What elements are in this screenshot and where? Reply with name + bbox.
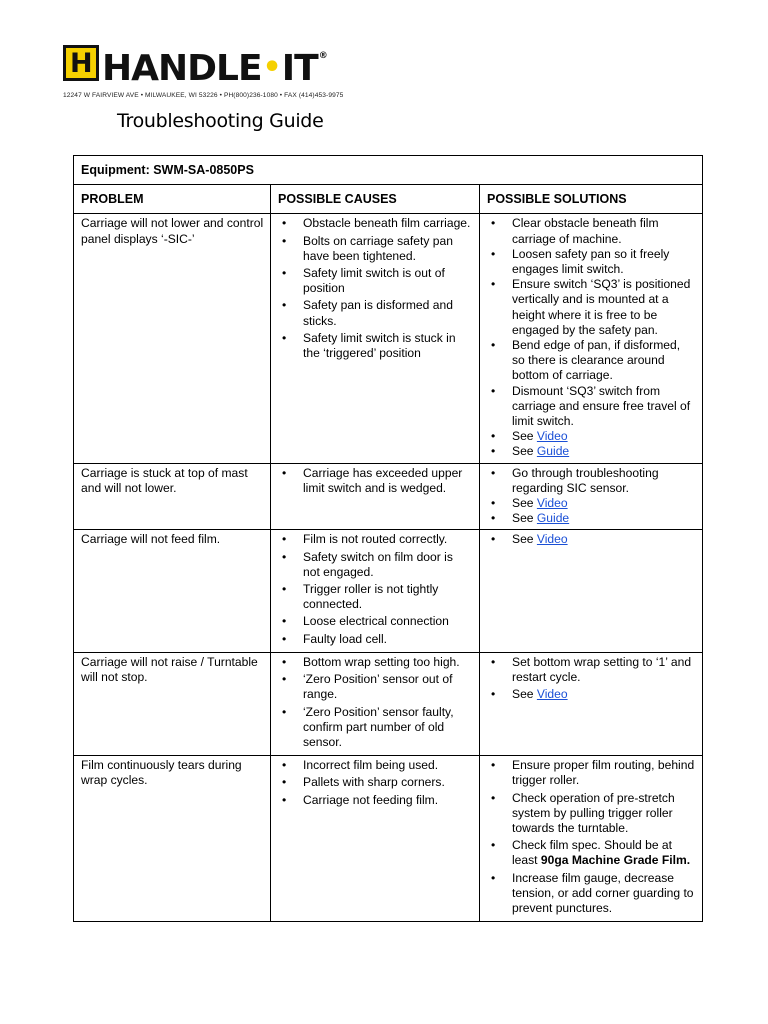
column-header-problem: PROBLEM	[74, 185, 271, 214]
cause-item: • Bottom wrap setting too high.	[278, 655, 473, 670]
cause-item: • ‘Zero Position’ sensor out of range.	[278, 672, 473, 702]
table-row	[74, 530, 703, 652]
see-label: See	[512, 496, 537, 511]
cause-item: • Trigger roller is not tightly connected.	[278, 582, 473, 612]
cause-item: • Safety switch on film door is not engaged.	[278, 550, 473, 580]
logo-dot: •	[262, 50, 281, 85]
equipment-row	[74, 156, 703, 185]
solutions-cell	[480, 463, 703, 530]
troubleshooting-table	[73, 155, 703, 922]
page-title: Troubleshooting Guide	[117, 110, 324, 132]
see-label: See	[512, 511, 537, 526]
cause-item: • Obstacle beneath film carriage.	[278, 216, 473, 231]
solution-item: • Ensure switch ‘SQ3’ is positioned vertically and is mounted at a height where it is free to be engaged by the safety pan.	[487, 277, 696, 338]
solution-item: • Check operation of pre-stretch system by pulling trigger roller towards the turntable.	[487, 791, 696, 837]
solution-item	[487, 532, 696, 547]
solutions-cell	[480, 530, 703, 652]
problem-cell: Carriage will not feed film.	[74, 530, 271, 652]
causes-cell	[271, 530, 480, 652]
solution-item	[487, 444, 696, 459]
header-row	[74, 185, 703, 214]
video-link[interactable]: Video	[536, 532, 568, 547]
film-spec-bold: 90ga Machine Grade Film.	[540, 853, 691, 868]
solution-item: • Bend edge of pan, if disformed, so there is clearance around bottom of carriage.	[487, 338, 696, 384]
solutions-cell	[480, 756, 703, 922]
cause-item: • Film is not routed correctly.	[278, 532, 473, 547]
solution-item	[487, 687, 696, 702]
causes-cell	[271, 463, 480, 530]
cause-item: • Safety limit switch is out of position	[278, 266, 473, 296]
causes-cell	[271, 756, 480, 922]
logo-mark	[63, 45, 99, 81]
see-label: See	[512, 687, 537, 702]
logo-wordmark	[102, 38, 327, 87]
registered-mark: ®	[318, 51, 327, 61]
guide-link[interactable]: Guide	[536, 444, 570, 459]
table-row	[74, 652, 703, 755]
problem-cell: Carriage will not lower and control panel displays ‘-SIC-’	[74, 214, 271, 463]
solutions-cell	[480, 214, 703, 463]
cause-item: • Carriage not feeding film.	[278, 793, 473, 808]
column-header-causes: POSSIBLE CAUSES	[271, 185, 480, 214]
company-logo	[63, 38, 363, 87]
video-link[interactable]: Video	[536, 429, 568, 444]
see-label: See	[512, 532, 537, 547]
cause-item: • ‘Zero Position’ sensor faulty, confirm part number of old sensor.	[278, 705, 473, 751]
solution-item	[487, 511, 696, 526]
table-row	[74, 756, 703, 922]
solution-item: • Go through troubleshooting regarding SIC sensor.	[487, 466, 696, 496]
solution-item: • Clear obstacle beneath film carriage of machine.	[487, 216, 696, 246]
table-row	[74, 463, 703, 530]
logo-text-handle: HANDLE	[102, 48, 262, 89]
video-link[interactable]: Video	[536, 687, 568, 702]
logo-letter: H	[70, 47, 93, 79]
causes-cell	[271, 214, 480, 463]
problem-cell: Film continuously tears during wrap cycles.	[74, 756, 271, 922]
cause-item: • Carriage has exceeded upper limit switch and is wedged.	[278, 466, 473, 496]
video-link[interactable]: Video	[536, 496, 568, 511]
equipment-label: Equipment: SWM-SA-0850PS	[74, 156, 703, 185]
cause-item: • Safety pan is disformed and sticks.	[278, 298, 473, 328]
solution-item: • Ensure proper film routing, behind trigger roller.	[487, 758, 696, 788]
logo-text-it: IT	[281, 48, 318, 89]
causes-cell	[271, 652, 480, 755]
solution-item: • Set bottom wrap setting to ‘1’ and restart cycle.	[487, 655, 696, 685]
guide-link[interactable]: Guide	[536, 511, 570, 526]
solution-item	[487, 429, 696, 444]
cause-item: • Bolts on carriage safety pan have been tightened.	[278, 234, 473, 264]
solution-item	[487, 838, 696, 868]
column-header-solutions: POSSIBLE SOLUTIONS	[480, 185, 703, 214]
solutions-cell	[480, 652, 703, 755]
cause-item: • Pallets with sharp corners.	[278, 775, 473, 790]
cause-item: • Faulty load cell.	[278, 632, 473, 647]
problem-cell: Carriage will not raise / Turntable will not stop.	[74, 652, 271, 755]
see-label: See	[512, 429, 537, 444]
solution-item: • Loosen safety pan so it freely engages limit switch.	[487, 247, 696, 277]
company-header	[63, 38, 363, 99]
solution-item	[487, 496, 696, 511]
cause-item: • Loose electrical connection	[278, 614, 473, 629]
cause-item: • Safety limit switch is stuck in the ‘triggered’ position	[278, 331, 473, 361]
see-label: See	[512, 444, 537, 459]
cause-item: • Incorrect film being used.	[278, 758, 473, 773]
table-row	[74, 214, 703, 463]
company-address: 12247 W FAIRVIEW AVE • MILWAUKEE, WI 53226 • PH(800)236-1080 • FAX (414)453-9975	[63, 92, 344, 99]
solution-item: • Increase film gauge, decrease tension, or add corner guarding to prevent punctures.	[487, 871, 696, 917]
film-spec-text: Check film spec. Should be at least	[512, 838, 672, 868]
problem-cell: Carriage is stuck at top of mast and will not lower.	[74, 463, 271, 530]
solution-item: • Dismount ‘SQ3’ switch from carriage and ensure free travel of limit switch.	[487, 384, 696, 430]
